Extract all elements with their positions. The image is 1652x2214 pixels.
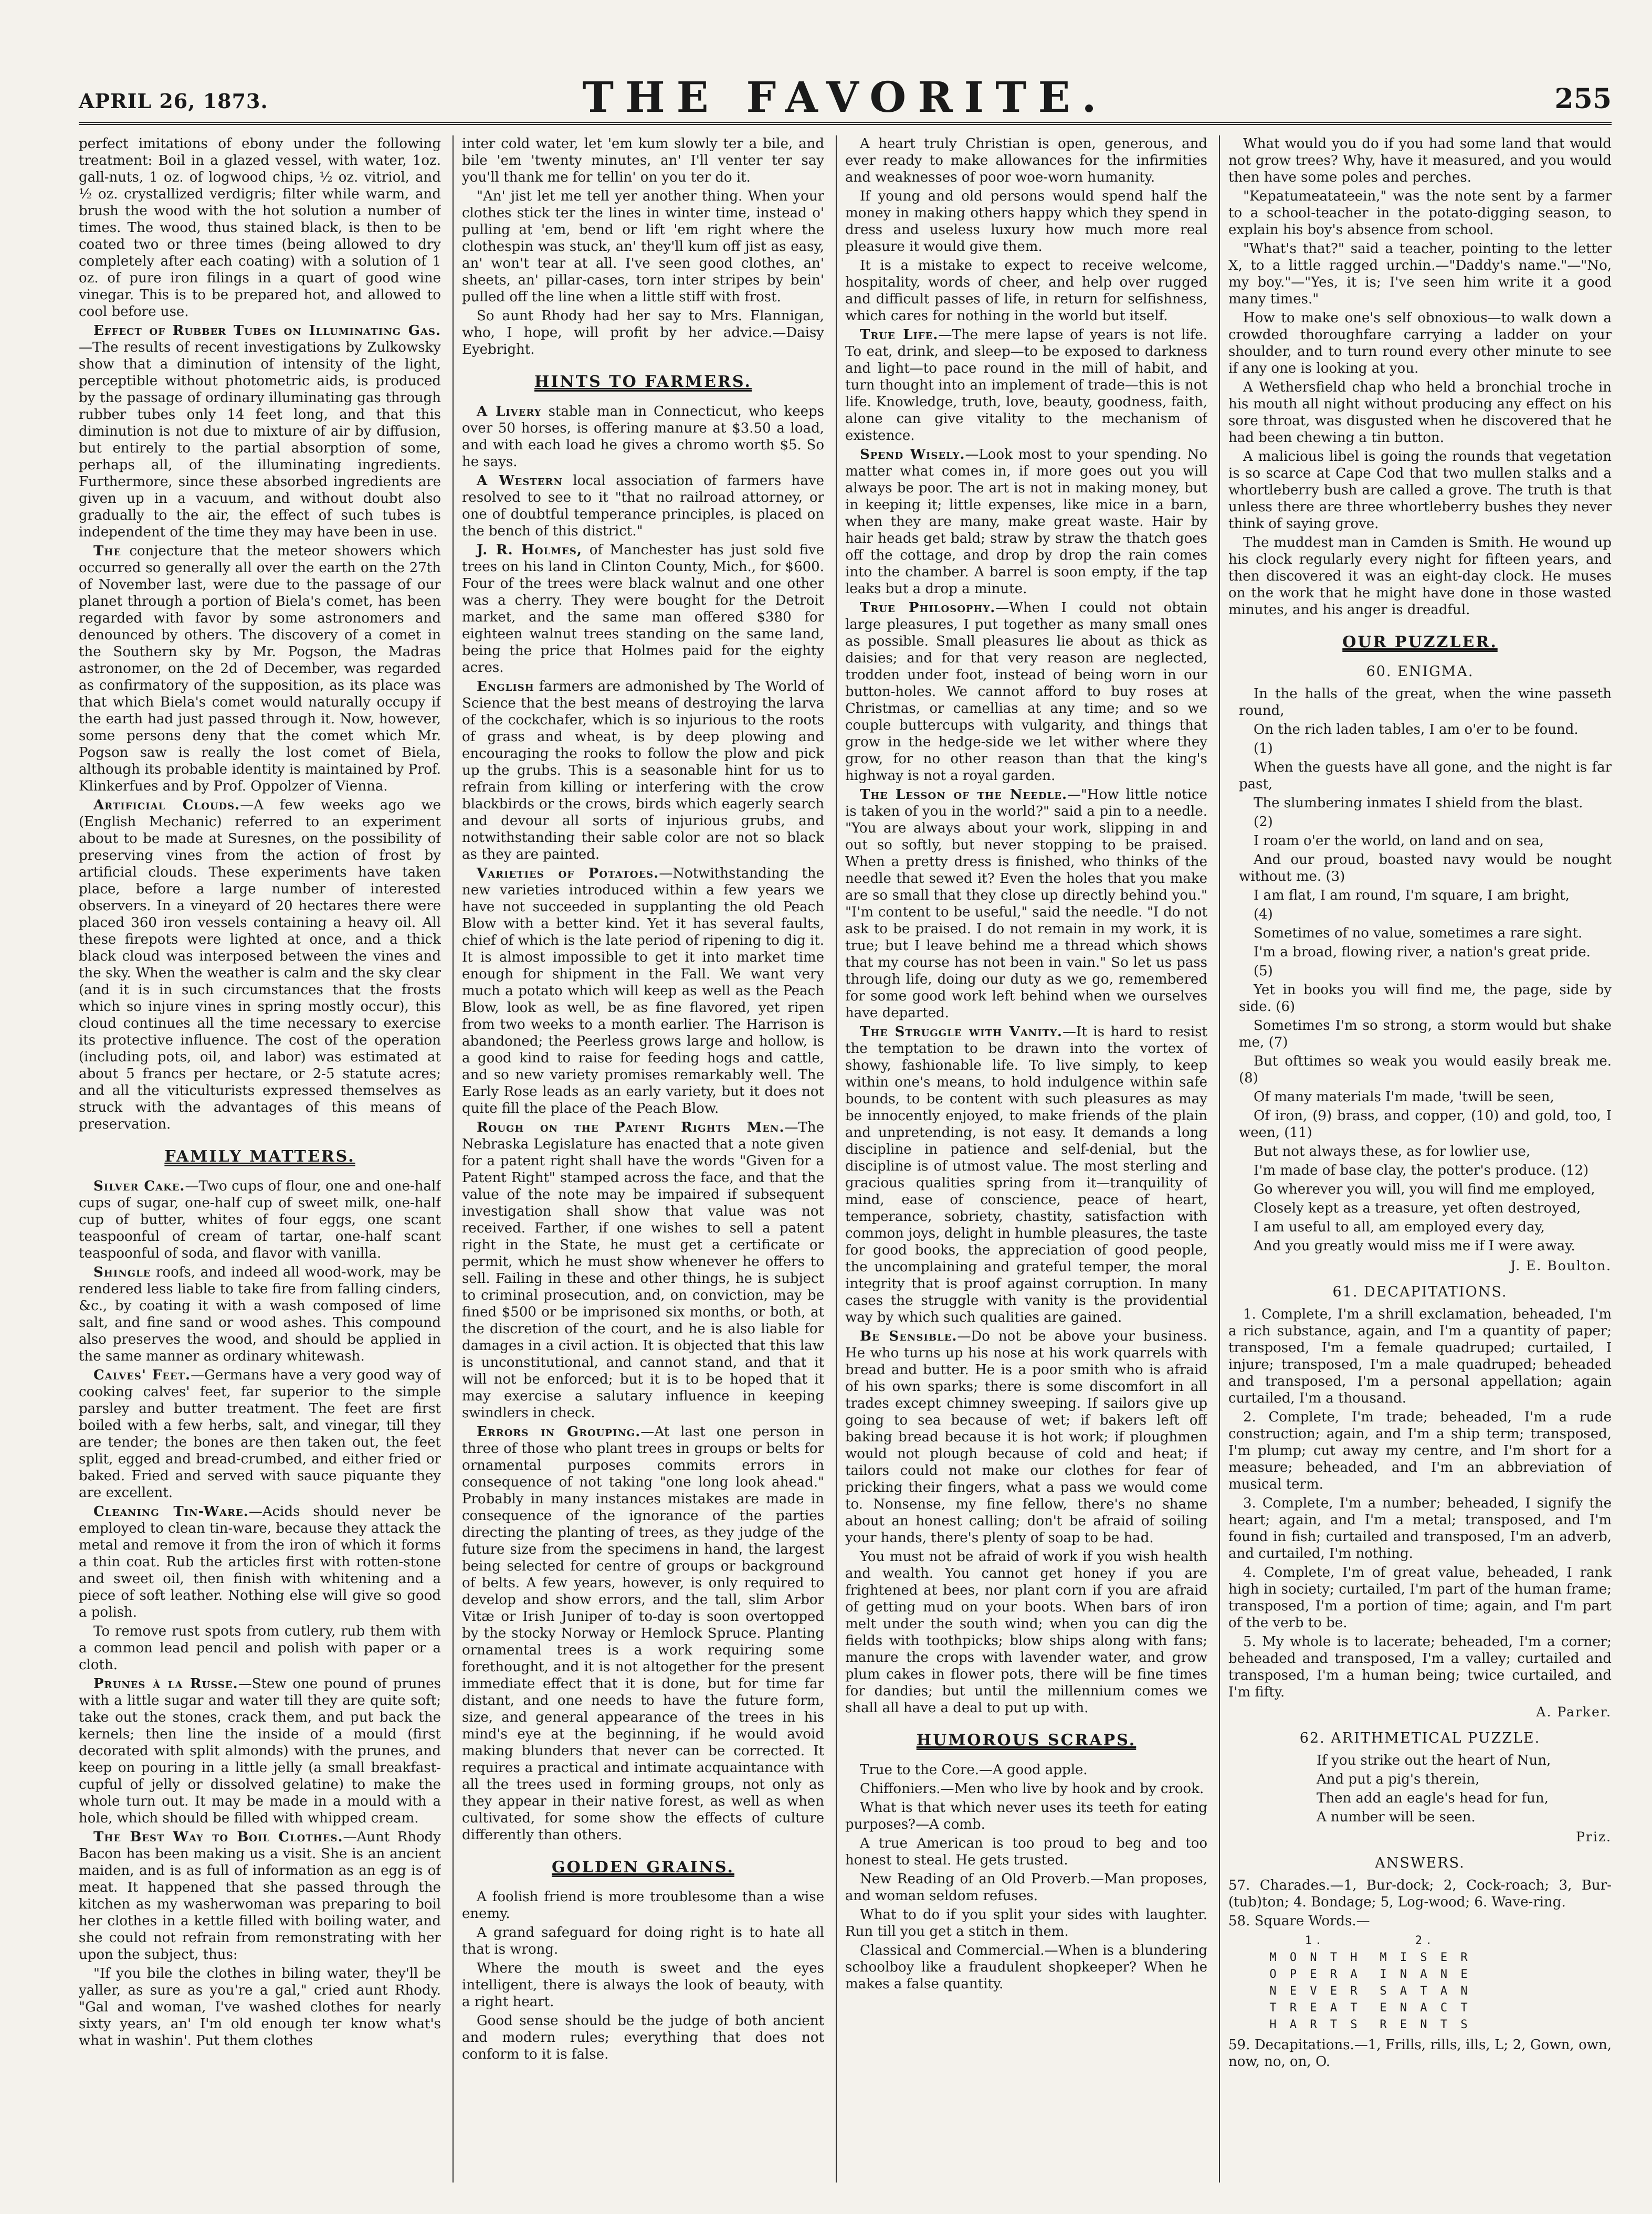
article-paragraph xyxy=(79,797,441,1133)
column-rule xyxy=(1219,135,1220,2183)
square-words-row: M I S E R xyxy=(1380,1951,1471,1964)
article-text: —Acids should never be employed to clean tin-ware, because they attack the metal and remove it from the iron of which it forms a thin coat. Rub the articles first with rotten-stone and sweet oil, then finish with whitening and a piece of soft leather. Nothing else will give so good a polish. xyxy=(79,1504,441,1620)
article-text: local association of farmers have resolved to see to it "that no railroad attorney, or one of doubtful temperance principles, is placed on the bench of this district." xyxy=(462,473,824,539)
article-text: stable man in Connecticut, who keeps over 50 horses, is offering manure at $3.50 a load, and with each load he gives a chromo worth $5. So he says. xyxy=(462,404,824,470)
square-words-row: R E N T S xyxy=(1380,2018,1471,2031)
article-text: —Look most to your spending. No matter what comes in, if more goes out you will always be poor. The art is not in making money, but in keeping it; little expenses, like mice in a barn, when they are many, make great waste. Hair by hair heads get bald; straw by straw the thatch goes off the cottage, and drop by drop the rain comes into the chamber. A barrel is soon empty, if the tap leaks but a drop a minute. xyxy=(845,447,1207,597)
verse-line: When the guests have all gone, and the night is far past, xyxy=(1239,760,1612,792)
section-heading-humorous-scraps: HUMOROUS SCRAPS. xyxy=(916,1731,1137,1749)
article-paragraph: "An' jist let me tell yer another thing. When your clothes stick ter the lines in winter time, instead o' pulling at 'em, bend or lift 'em right where the clothespin was stuck, an' they'll kum off jist as easy, an' won't tear at all. I've seen good clothes, an' sheets, an' pillar-cases, torn inter stripes by bein' pulled off the line when a little stiff with frost. xyxy=(462,188,824,305)
article-paragraph: A heart truly Christian is open, generous, and ever ready to make allowances for the infirmities and weaknesses of poor woe-worn humanity. xyxy=(845,136,1207,185)
decapitations-list xyxy=(1228,1306,1612,1701)
square-words-row: E N A C T xyxy=(1380,2001,1471,2015)
article-paragraph: The muddest man in Camden is Smith. He wound up his clock regularly every night for fifteen years, and then discovered it was an eight-day clock. He muses on the work that he might have done in those wasted minutes, and his anger is dreadful. xyxy=(1228,535,1612,618)
article-paragraph xyxy=(845,786,1207,1021)
article-lead: Artificial Clouds. xyxy=(93,797,240,813)
article-paragraph xyxy=(845,1328,1207,1546)
puzzle-title-enigma: 60. ENIGMA. xyxy=(1366,663,1474,680)
article-paragraph xyxy=(79,1178,441,1262)
article-lead: True Life. xyxy=(860,327,939,343)
verse-line: On the rich laden tables, I am o'er to be found. xyxy=(1254,722,1579,737)
maxim: Where the mouth is sweet and the eyes intelligent, there is always the look of beauty, with a right heart. xyxy=(462,1960,824,2010)
article-paragraph xyxy=(462,1424,824,1843)
puzzle-author: A. Parker. xyxy=(1536,1704,1612,1720)
article-lead: Effect of Rubber Tubes on Illuminating Gas. xyxy=(93,323,441,339)
article-paragraph: "Kepatumeatateein," was the note sent by a farmer to a school-teacher in the potato-digging season, to explain his boy's absence from school. xyxy=(1228,188,1612,238)
puzzle-title-arithmetical: 62. ARITHMETICAL PUZZLE. xyxy=(1299,1730,1541,1746)
article-paragraph: inter cold water, let 'em kum slowly ter a bile, and bile 'em 'twenty minutes, an' I'll venter ter say you'll thank me for tellin' on you ter do it. xyxy=(462,136,824,185)
article-paragraph xyxy=(845,1024,1207,1326)
joke: What to do if you split your sides with laughter. Run till you get a stitch in them. xyxy=(845,1907,1207,1939)
joke: True to the Core.—A good apple. xyxy=(860,1762,1088,1778)
article-paragraph: You must not be afraid of work if you wish health and wealth. You cannot get honey if you are frightened at bees, nor plant corn if you are afraid of getting mud on your boots. When bars of iron melt under the south wind; when you can dig the fields with toothpicks; blow ships along with fans; manure the crops with lavender water, and grow plum cakes in flower pots, there will be fine times for dandies; but until the millennium comes we shall all have a deal to put up with. xyxy=(845,1549,1207,1716)
answers-heading: ANSWERS. xyxy=(1375,1855,1465,1871)
article-paragraph: "What's that?" said a teacher, pointing to the letter X, to a little ragged urchin.—"Daddy's name."—"No, my boy."—"Yes, it is; I've seen him write it a good many times." xyxy=(1228,241,1612,307)
article-paragraph: A malicious libel is going the rounds that vegetation is so scarce at Cape Cod that two mullen stalks and a whortleberry bush are called a grove. The truth is that unless there are three whortleberry bushes they never think of saying grove. xyxy=(1228,449,1612,532)
verse-line: Sometimes of no value, sometimes a rare sight. xyxy=(1254,925,1583,941)
square-words-heading: 1. xyxy=(1304,1934,1325,1947)
verse-line: But ofttimes so weak you would easily break me. (8) xyxy=(1239,1053,1612,1086)
article-text: —Stew one pound of prunes with a little sugar and water till they are quite soft; take out the stones, crack them, and put back the kernels; then line the inside of a mould (first decorated with split almonds) with the prunes, and keep on pouring in a little jelly (a small breakfast-cupful of jelly or dissolved gelatine) to make the whole turn out. It may be made in a mould with a hole, which should be filled with whipped cream. xyxy=(79,1676,441,1826)
article-lead: Shingle xyxy=(93,1264,151,1280)
verse-line: The slumbering inmates I shield from the blast. xyxy=(1254,795,1583,811)
article-paragraph xyxy=(79,543,441,795)
verse-line: If you strike out the heart of Nun, xyxy=(1317,1753,1551,1768)
article-text: —At last one person in three of those who plant trees in groups or belts for ornamental purposes commits errors in consequence of not taking "one long look ahead." Probably in many instances mistakes are made in consequence of the ignorance of the parties directing the planting of trees, as they judge of the future size from the specimens in hand, the largest being selected for centre of groups or background of belts. A few years, however, is only required to develop and show errors, and the tall, slim Arbor Vitæ or Irish Juniper of to-day is soon overtopped by the stocky Norway or Hemlock Spruce. Planting ornamental trees is a work requiring some forethought, and it is not altogether for the present immediate effect that it is done, but for time far distant, and one needs to have the future form, size, and general appearance of the trees in his mind's eye at the beginning, if he would avoid making blunders that never can be corrected. It requires a practical and intimate acquaintance with all the trees used in forming groups, not only as they appear in their native forest, as well as when cultivated, for some show the effects of culture differently than others. xyxy=(462,1424,824,1843)
section-heading-our-puzzler: OUR PUZZLER. xyxy=(1342,633,1498,651)
verse-line: I am useful to all, am employed every day, xyxy=(1254,1219,1545,1235)
verse-line: And put a pig's therein, xyxy=(1317,1772,1480,1787)
square-words-row: T R E A T xyxy=(1269,2001,1361,2015)
article-text: —The results of recent investigations by Zulkowsky show that a diminution of intensity of the light, perceptible without photometric aids, is produced by the passage of ordinary illuminating gas through rubber tubes only 14 feet long, and that this diminution is not due to mixture of air by diffusion, but entirely to the partial absorption of some, perhaps all, of the illuminating ingredients. Furthermore, since these absorbed ingredients are given up in a vacuum, and without doubt also gradually to the air, the effect of such tubes is independent of the time they may have been in use. xyxy=(79,340,441,540)
answer-58: 58. Square Words.— xyxy=(1228,1913,1370,1929)
article-text: conjecture that the meteor showers which occurred so generally all over the earth on the 27th of November last, were due to the passage of our planet through a portion of Biela's comet, has been regarded with favor by some astronomers and denounced by others. The discovery of a comet in the Southern sky by Mr. Pogson, the Madras astronomer, on the 2d of December, was regarded as confirmatory of the supposition, as its place was that which Biela's comet would naturally occupy if the earth had just passed through it. Now, however, some persons deny that the comet which Mr. Pogson saw is really the lost comet of Biela, although its probable identity is maintained by Prof. Klinkerfues and by Prof. Oppolzer of Vienna. xyxy=(79,543,441,794)
article-text: —Notwithstanding the new varieties introduced within a few years we have not succeeded in supplanting the old Peach Blow with a better kind. Yet it has several faults, chief of which is the late period of ripening to dig it. It is almost impossible to get it into market time enough for shipment in the Fall. We want very much a potato which will keep as well as the Peach Blow, look as well, be as fine flavored, yet ripen from two weeks to a month earlier. The Harrison is abandoned; the Peerless grows large and hollow, is a good kind to raise for feeding hogs and cattle, and so new variety promises remarkably well. The Early Rose leads as an early variety, but it does not quite fill the place of the Peach Blow. xyxy=(462,866,824,1116)
verse-line: And our proud, boasted navy would be nought without me. (3) xyxy=(1239,852,1612,884)
square-words-row: O P E R A xyxy=(1269,1968,1361,1981)
column-1 xyxy=(79,135,441,2193)
issue-date: APRIL 26, 1873. xyxy=(79,89,268,113)
article-text: —A few weeks ago we (English Mechanic) referred to an experiment about to be made at Suresnes, on the possibility of preserving vines from the action of frost by artificial clouds. These experiments have taken place, before a large number of interested observers. In a vineyard of 20 hectares there were placed 360 iron vessels containing a heavy oil. All these firepots were lighted at once, and a thick black cloud was interposed between the vines and the sky. When the weather is calm and the sky clear (and it is in such circumstances that the frosts which so injure vines in spring mostly occur), this cloud continues all the time necessary to exercise its protective influence. The cost of the operation (including pots, oil, and labor) was estimated at about 5 francs per hectare, or 2-5 statute acres; and all the viticulturists expressed themselves as struck with the advantages of this means of preservation. xyxy=(79,797,441,1132)
article-paragraph xyxy=(845,599,1207,784)
article-lead: Errors in Grouping. xyxy=(477,1424,641,1440)
column-rule xyxy=(836,135,837,2183)
article-paragraph: perfect imitations of ebony under the following treatment: Boil in a glazed vessel, with water, 1oz. gall-nuts, 1 oz. of logwood chips, ½ oz. vitriol, and ½ oz. crystallized verdigris; filter while warm, and brush the wood with the hot solution a number of times. The wood, thus stained black, is then to be coated two or three times (being allowed to dry completely after each coating) with a solution of 1 oz. of pure iron filings in a quart of good wine vinegar. This is to be prepared hot, and allowed to cool before use. xyxy=(79,136,441,320)
verse-line: In the halls of the great, when the wine passeth round, xyxy=(1239,686,1612,719)
maxim: A foolish friend is more troublesome than a wise enemy. xyxy=(462,1889,824,1922)
verse-line: I'm a broad, flowing river, a nation's great pride. xyxy=(1254,944,1591,960)
article-lead: Rough on the Patent Rights Men. xyxy=(477,1120,785,1135)
joke: New Reading of an Old Proverb.—Man proposes, and woman seldom refuses. xyxy=(845,1871,1207,1904)
column-3 xyxy=(845,135,1207,2193)
article-lead: English xyxy=(477,679,534,694)
joke: A true American is too proud to beg and too honest to steal. He gets trusted. xyxy=(845,1836,1207,1868)
section-heading-golden-grains: GOLDEN GRAINS. xyxy=(552,1858,734,1876)
square-words-row: M O N T H xyxy=(1269,1951,1361,1964)
article-paragraph: To remove rust spots from cutlery, rub them with a common lead pencil and polish with paper or a cloth. xyxy=(79,1623,441,1673)
article-lead: Calves' Feet. xyxy=(93,1367,191,1383)
verse-line: Sometimes I'm so strong, a storm would but shake me, (7) xyxy=(1239,1018,1612,1050)
verse-line: Then add an eagle's head for fun, xyxy=(1317,1790,1549,1806)
verse-line: (4) xyxy=(1254,906,1273,922)
newspaper-title: THE FAVORITE. xyxy=(582,72,1108,122)
square-words-row: N E V E R xyxy=(1269,1985,1361,1998)
article-text: —"How little notice is taken of you in the world?" said a pin to a needle. "You are always about your work, slipping in and out so softly, but never stopping to be praised. When a pretty dress is finished, who thinks of the needle that sewed it? Even the holes that you make are so small that they close up directly behind you." "I'm content to be useful," said the needle. "I do not ask to be praised. I do not remain in my work, it is true; but I leave behind me a thread which shows that my course has not been in vain." So let us pass through life, doing our duty as we go, remembered for some good work left behind when we ourselves have departed. xyxy=(845,787,1207,1021)
article-lead: The Struggle with Vanity. xyxy=(860,1024,1062,1040)
verse-line: I roam o'er the world, on land and on sea, xyxy=(1254,833,1544,849)
article-text: —The Nebraska Legislature has enacted that a note given for a patent right shall have the words "Given for a Patent Right" stamped across the face, and that the value of the note may be impaired if subsequent investigation shall show that value was not received. Farther, if one wishes to sell a patent right in the State, he must get a certificate or permit, which he must show whenever he offers to sell. Failing in these and other things, he is subject to criminal prosecution, and, on conviction, may be fined $500 or be imprisoned six months, or both, at the discretion of the court, and he is also liable for damages in a civil action. It is objected that this law is unconstitutional, and cannot stand, and that it will not be enforced; but it is to be hoped that it may exercise a salutary influence in keeping swindlers in check. xyxy=(462,1120,824,1421)
verse-line: Closely kept as a treasure, yet often destroyed, xyxy=(1254,1200,1581,1216)
joke: Chiffoniers.—Men who live by hook and by crook. xyxy=(860,1781,1204,1797)
verse-line: Of iron, (9) brass, and copper, (10) and gold, too, I ween, (11) xyxy=(1239,1108,1612,1141)
verse-line: (2) xyxy=(1254,814,1273,830)
article-lead: A Western xyxy=(477,473,563,489)
article-paragraph xyxy=(79,322,441,541)
verse-line: I am flat, I am round, I'm square, I am bright, xyxy=(1254,888,1570,903)
article-text: —Do not be above your business. He who turns up his nose at his work quarrels with bread and butter. He is a poor smith who is afraid of his own sparks; there is some discomfort in all trades except chimney sweeping. If sailors give up going to sea because of wet; if bakers left off baking bread because it is hot work; if ploughmen would not plough because of cold and heat; if tailors could not make our clothes for fear of pricking their fingers, what a pass we would come to. Nonsense, my fine fellow, there's no shame about an honest calling; don't be afraid of soiling your hands, there's plenty of soap to be had. xyxy=(845,1329,1207,1546)
enigma-verse xyxy=(1228,686,1612,1254)
verse-line: I'm made of base clay, the potter's produce. (12) xyxy=(1254,1163,1589,1178)
square-words-grid xyxy=(1260,1933,1480,2033)
article-text: —Germans have a very good way of cooking calves' feet, far superior to the simple parsley and butter treatment. The feet are first boiled with a few herbs, salt, and vinegar, till they are tender; the bones are then taken out, the feet split, egged and bread-crumbed, and either fried or baked. Fried and served with sauce piquante they are excellent. xyxy=(79,1367,441,1501)
article-text: roofs, and indeed all wood-work, may be rendered less liable to take fire from falling cinders, &c., by coating it with a wash composed of lime salt, and fine sand or wood ashes. This compound also preserves the wood, and should be applied in the same manner as ordinary whitewash. xyxy=(79,1264,441,1364)
verse-line: (1) xyxy=(1254,741,1273,756)
article-paragraph: If young and old persons would spend half the money in making others happy which they spend in dress and useless luxury how much more real pleasure it would give them. xyxy=(845,188,1207,255)
article-paragraph: What would you do if you had some land that would not grow trees? Why, have it measured, and you would then have some poles and perches. xyxy=(1228,136,1612,185)
verse-line: A number will be seen. xyxy=(1317,1809,1476,1825)
decapitation-item: 4. Complete, I'm of great value, beheaded, I rank high in society; curtailed, I'm part of the human frame; transposed, I'm a portion of time; again, and I'm part of the verb to be. xyxy=(1228,1565,1612,1631)
decapitation-item: 5. My whole is to lacerate; beheaded, I'm a corner; beheaded and transposed, I'm a valley; curtailed and transposed, I'm a human being; twice curtailed, and I'm fifty. xyxy=(1228,1634,1612,1700)
article-lead: Varieties of Potatoes. xyxy=(477,866,659,881)
verse-line: Of many materials I'm made, 'twill be seen, xyxy=(1254,1089,1554,1105)
verse-line: But not always these, as for lowlier use, xyxy=(1254,1144,1531,1159)
section-heading-hints-to-farmers: HINTS TO FARMERS. xyxy=(534,373,752,391)
column-rule xyxy=(453,135,454,2183)
article-paragraph: "If you bile the clothes in biling water, they'll be yaller, as sure as you're a gal," cried aunt Rhody. "Gal and woman, I've washed clothes for nearly sixty years, an' I'm old enough ter know what's what in washin'. Put them clothes xyxy=(79,1966,441,2049)
puzzle-author: Priz. xyxy=(1576,1829,1612,1844)
article-lead: Silver Cake. xyxy=(93,1178,185,1194)
article-lead: Prunes à la Russe. xyxy=(93,1676,238,1692)
article-paragraph xyxy=(462,678,824,863)
answer-59: 59. Decapitations.—1, Frills, rills, ills, L; 2, Gown, own, now, no, on, O. xyxy=(1228,2037,1612,2070)
article-text: —The mere lapse of years is not life. To eat, drink, and sleep—to be exposed to darkness and light—to pace round in the mill of habit, and turn thought into an implement of trade—this is not life. Knowledge, truth, love, beauty, goodness, faith, alone can give vitality to the mechanism of existence. xyxy=(845,327,1207,444)
article-paragraph xyxy=(462,542,824,676)
decapitation-item: 2. Complete, I'm trade; beheaded, I'm a rude construction; again, and I'm a ship term; transposed, I'm plump; cut away my centre, and I'm short for a measure; beheaded, and I'm an abbreviation of musical term. xyxy=(1228,1409,1612,1492)
puzzle-title-decapitations: 61. DECAPITATIONS. xyxy=(1332,1284,1508,1300)
article-text: of Manchester has just sold five trees on his land in Clinton County, Mich., for $600. Four of the trees were black walnut and one other was a cherry. They were bought for the Detroit market, and the same man offered $380 for eighteen walnut trees standing on the same land, being the price that Holmes paid for the eighty acres. xyxy=(462,542,824,676)
verse-line: Go wherever you will, you will find me employed, xyxy=(1254,1182,1595,1197)
article-text: —When I could not obtain large pleasures, I put together as many small ones as possible. Small pleasures lie about as thick as daisies; and for that very reason are neglected, trodden under foot, instead of being worn in our button-holes. We cannot afford to buy roses at Christmas, or camellias at any time; and so we couple buttercups with vulgarity, and things that grow in the hedge-side we let wither where they grow, for no other reason than that the king's highway is not a royal garden. xyxy=(845,600,1207,784)
article-lead: The Lesson of the Needle. xyxy=(860,787,1067,803)
article-text: farmers are admonished by The World of Science that the best means of destroying the larva of the cockchafer, which is so injurious to the roots of grass and wheat, is by deep plowing and encouraging the rooks to follow the plow and pick up the grubs. This is a seasonable hint for us to refrain from killing or interfering with the crow blackbirds or the crows, birds which eagerly search and devour all sorts of injurious grubs, and notwithstanding their sable color are not so black as they are painted. xyxy=(462,679,824,862)
article-lead: The Best Way to Boil Clothes. xyxy=(93,1829,343,1845)
joke: What is that which never uses its teeth for eating purposes?—A comb. xyxy=(845,1800,1207,1832)
section-heading-family-matters: FAMILY MATTERS. xyxy=(164,1147,355,1166)
square-words-heading: 2. xyxy=(1415,1934,1436,1947)
article-lead: Be Sensible. xyxy=(860,1329,957,1344)
article-paragraph xyxy=(79,1829,441,1963)
article-paragraph xyxy=(79,1264,441,1365)
article-paragraph xyxy=(79,1503,441,1621)
verse-line: And you greatly would miss me if I were away. xyxy=(1254,1238,1575,1254)
article-lead: J. R. Holmes, xyxy=(477,542,582,558)
arithmetical-verse xyxy=(1228,1752,1612,1826)
decapitation-item: 1. Complete, I'm a shrill exclamation, beheaded, I'm a rich substance, again, and I'm a quantity of paper; transposed, I'm a female quadruped; curtailed, I injure; transposed, I'm a male quadruped; beheaded and transposed, I'm a personal appellation; again curtailed, I'm a thousand. xyxy=(1228,1306,1612,1406)
article-paragraph xyxy=(79,1367,441,1501)
article-lead: Spend Wisely. xyxy=(860,447,965,462)
square-words-row: H A R T S xyxy=(1269,2018,1361,2031)
puzzle-author: J. E. Boulton. xyxy=(1510,1258,1612,1273)
article-lead: The xyxy=(93,543,122,559)
answer-57: 57. Charades.—1, Bur-dock; 2, Cock-roach; 3, Bur-(tub)ton; 4. Bondage; 5, Log-wood; 6. Wave-ring. xyxy=(1228,1878,1612,1910)
article-lead: A Livery xyxy=(477,404,542,419)
article-paragraph xyxy=(462,472,824,540)
square-words-row: I N A N E xyxy=(1380,1968,1471,1981)
article-paragraph xyxy=(79,1675,441,1827)
masthead xyxy=(79,62,1612,125)
verse-line: (5) xyxy=(1254,963,1273,979)
column-2 xyxy=(462,135,824,2193)
article-paragraph xyxy=(462,1119,824,1421)
article-paragraph xyxy=(462,865,824,1117)
maxim: A grand safeguard for doing right is to hate all that is wrong. xyxy=(462,1925,824,1957)
article-text: —Aunt Rhody Bacon has been making us a visit. She is an ancient maiden, and is as full of information as an egg is of meat. It happened that she passed through the kitchen as my washerwoman was preparing to boil her clothes in a kettle filled with boiling water, and she could not refrain from remonstrating with her upon the subject, thus: xyxy=(79,1829,441,1963)
article-lead: Cleaning Tin-Ware. xyxy=(93,1504,249,1520)
article-paragraph xyxy=(845,326,1207,444)
verse-line: Yet in books you will find me, the page, side by side. (6) xyxy=(1239,982,1612,1015)
article-paragraph xyxy=(462,403,824,470)
maxim: Good sense should be the judge of both ancient and modern rules; everything that does not conform to it is false. xyxy=(462,2013,824,2062)
article-paragraph: A Wethersfield chap who held a bronchial troche in his mouth all night without producing any effect on his sore throat, was disgusted when he discovered that he had been chewing a tin button. xyxy=(1228,379,1612,446)
square-words-row: S A T A N xyxy=(1380,1985,1471,1998)
article-paragraph: So aunt Rhody had her say to Mrs. Flannigan, who, I hope, will profit by her advice.—Daisy Eyebright. xyxy=(462,308,824,357)
column-4 xyxy=(1228,135,1612,2193)
article-lead: True Philosophy. xyxy=(860,600,996,616)
article-text: —It is hard to resist the temptation to be drawn into the vortex of showy, fashionable life. To live simply, to keep within one's means, to hold indulgence within safe bounds, to be content with such pleasures as may be innocently enjoyed, to make friends of the plain and unpretending, is not easy. It demands a long discipline in patience and self-denial, but the discipline is of utmost value. The most sterling and gracious qualities spring from it—tranquility of mind, ease of conscience, peace of heart, temperance, sobriety, chastity, satisfaction with common joys, delight in humble pleasures, the taste for good books, the appreciation of good people, the uncomplaining and grateful temper, the moral integrity that is proof against corruption. In many cases the struggle with vanity is the providential way by which such qualities are gained. xyxy=(845,1024,1207,1325)
joke: Classical and Commercial.—When is a blundering schoolboy like a fraudulent shopkeeper? When he makes a false quantity. xyxy=(845,1943,1207,1992)
article-text: —Two cups of flour, one and one-half cups of sugar, one-half cup of sweet milk, one-half cup of butter, whites of four eggs, one scant teaspoonful of cream of tartar, one-half scant teaspoonful of soda, and flavor with vanilla. xyxy=(79,1178,441,1261)
decapitation-item: 3. Complete, I'm a number; beheaded, I signify the heart; again, and I'm a metal; transposed, and I'm found in fish; curtailed and transposed, I'm an adverb, and curtailed, I'm nothing. xyxy=(1228,1495,1612,1562)
article-paragraph xyxy=(845,446,1207,597)
article-paragraph: How to make one's self obnoxious—to walk down a crowded thoroughfare carrying a ladder on your shoulder, and to turn round every other minute to see if any one is looking at you. xyxy=(1228,310,1612,376)
page-number: 255 xyxy=(1554,83,1612,115)
article-paragraph: It is a mistake to expect to receive welcome, hospitality, words of cheer, and help over rugged and difficult passes of life, in return for selfishness, which cares for nothing in the world but itself. xyxy=(845,258,1207,324)
